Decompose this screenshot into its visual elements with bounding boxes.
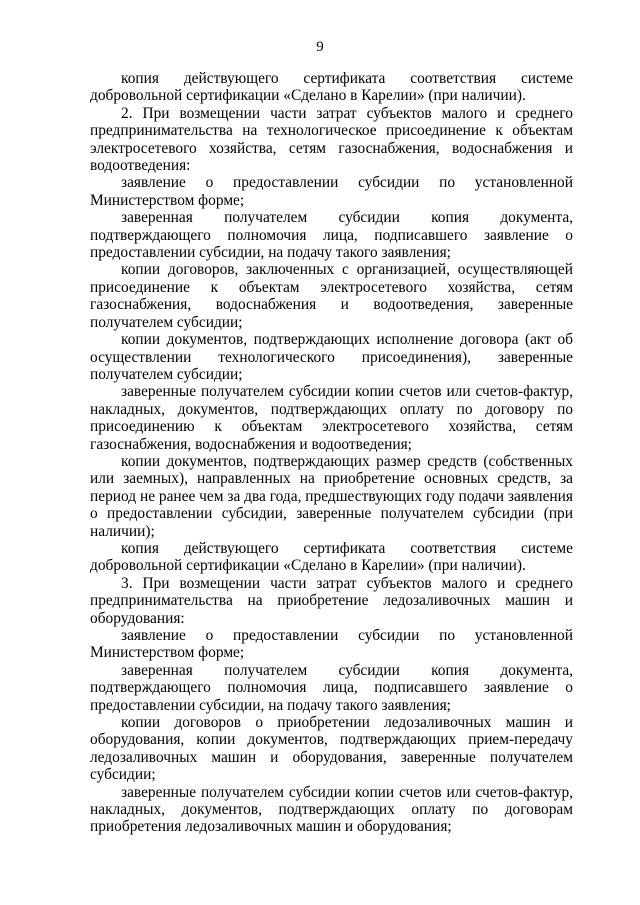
paragraph: заверенная получателем субсидии копия документа, подтверждающего полномочия лица, подписавшего заявление о предоставлении субсидии, на подачу такого заявления; bbox=[90, 209, 573, 262]
paragraph: 3. При возмещении части затрат субъектов малого и среднего предпринимательства на приобретение ледозаливочных машин и оборудования: bbox=[90, 574, 573, 627]
paragraph: копии документов, подтверждающих исполнение договора (акт об осуществлении технологического присоединения), заверенные получателем субсидии; bbox=[90, 331, 573, 383]
paragraph: заверенные получателем субсидии копии счетов или счетов-фактур, накладных, документов, подтверждающих оплату по договорам приобретения ледозаливочных машин и оборудования; bbox=[90, 783, 573, 836]
paragraph: заявление о предоставлении субсидии по установленной Министерством форме; bbox=[90, 627, 573, 662]
paragraph: 2. При возмещении части затрат субъектов малого и среднего предпринимательства на технологическое присоединение к объектам электросетевого хозяйства, сетям газоснабжения, водоснабжения и водоотведения: bbox=[90, 104, 573, 175]
paragraph: копии договоров, заключенных с организацией, осуществляющей присоединение к объектам электросетевого хозяйства, сетям газоснабжения, водоснабжения и водоотведения, заверенные получателем субсидии; bbox=[90, 261, 573, 331]
paragraph: копии документов, подтверждающих размер средств (собственных или заемных), направленных на приобретение основных средств, за период не ранее чем за два года, предшествующих году подачи заявления о предоставлении субсидии, заверенные получателем субсидии (при наличии); bbox=[90, 452, 573, 540]
paragraph: копии договоров о приобретении ледозаливочных машин и оборудования, копии документов, подтверждающих прием-передачу ледозаливочных машин и оборудования, заверенные получателем субсидии; bbox=[90, 714, 573, 784]
paragraph: заверенная получателем субсидии копия документа, подтверждающего полномочия лица, подписавшего заявление о предоставлении субсидии, на подачу такого заявления; bbox=[90, 661, 573, 714]
page-number: 9 bbox=[316, 39, 324, 55]
paragraph: заявление о предоставлении субсидии по установленной Министерством форме; bbox=[90, 174, 573, 209]
paragraph: заверенные получателем субсидии копии счетов или счетов-фактур, накладных, документов, подтверждающих оплату по договору по присоединению к объектам электросетевого хозяйства, сетям газоснабжения, водоснабжения и водоотведения; bbox=[90, 383, 573, 453]
document-body bbox=[90, 70, 573, 836]
paragraph: копия действующего сертификата соответствия системе добровольной сертификации «Сделано в Карелии» (при наличии). bbox=[90, 70, 573, 105]
paragraph: копия действующего сертификата соответствия системе добровольной сертификации «Сделано в Карелии» (при наличии). bbox=[90, 539, 573, 575]
